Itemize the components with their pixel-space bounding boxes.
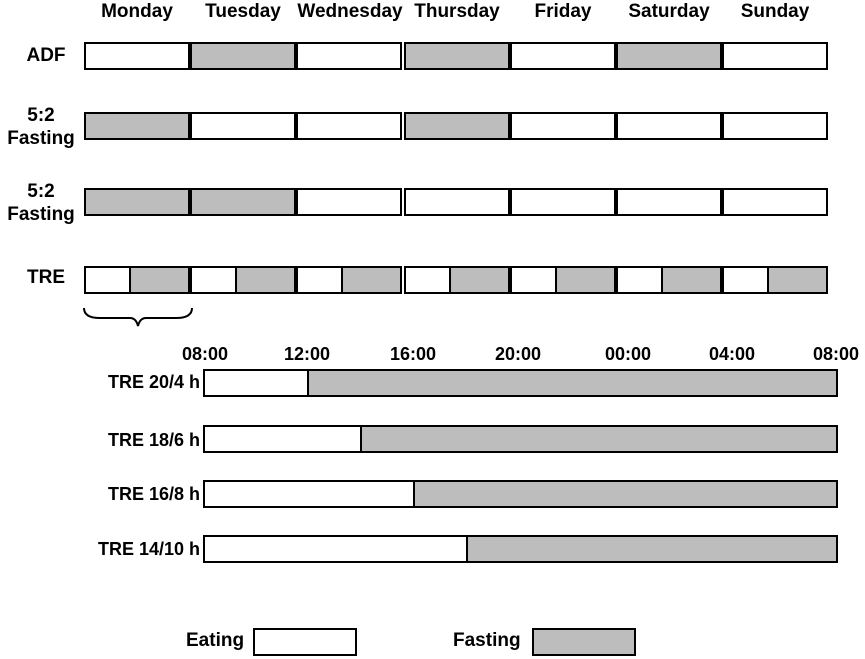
tre-fasting-cell [449,266,510,294]
brace-icon [80,304,196,328]
tre-fasting-cell [235,266,296,294]
legend-eating-swatch [253,628,357,656]
legend-fasting-swatch [532,628,636,656]
tre-fasting-window [307,369,838,397]
tre-label-18-6: TRE 18/6 h [107,430,200,450]
tre-fasting-cell [661,266,722,294]
legend-fasting-label: Fasting [453,630,521,651]
tre-label-16-8: TRE 16/8 h [107,484,200,504]
day-label-sunday: Sunday [740,1,810,22]
row-label-tre: TRE [27,267,65,288]
day-label-thursday: Thursday [414,1,500,22]
eating-day-cell [510,112,616,140]
row-label-5-2-fasting-b: 5:2 Fasting [7,181,75,225]
tre-fasting-window [413,480,838,508]
time-tick-0800-end: 08:00 [812,344,860,364]
eating-day-cell [404,188,510,216]
tre-fasting-cell [767,266,828,294]
tre-fasting-window [466,535,838,563]
day-label-monday: Monday [101,1,173,22]
eating-day-cell [510,42,616,70]
tre-fasting-cell [555,266,616,294]
eating-day-cell [616,188,722,216]
time-tick-1200: 12:00 [283,344,331,364]
tre-eating-cell [190,266,237,294]
tre-eating-window [203,369,309,397]
fasting-day-cell [84,112,190,140]
time-tick-0000: 00:00 [604,344,652,364]
fasting-day-cell [190,42,296,70]
legend-eating-label: Eating [186,630,245,651]
eating-day-cell [722,42,828,70]
eating-day-cell [296,112,402,140]
eating-day-cell [722,188,828,216]
tre-fasting-cell [341,266,402,294]
fasting-day-cell [616,42,722,70]
day-label-saturday: Saturday [628,1,710,22]
day-label-friday: Friday [534,1,592,22]
tre-label-14-10: TRE 14/10 h [97,539,200,559]
eating-day-cell [296,42,402,70]
time-tick-2000: 20:00 [494,344,542,364]
row-label-adf: ADF [26,45,66,66]
tre-fasting-window [360,425,838,453]
eating-day-cell [190,112,296,140]
tre-eating-window [203,425,362,453]
day-label-tuesday: Tuesday [205,1,281,22]
fasting-day-cell [190,188,296,216]
time-tick-1600: 16:00 [389,344,437,364]
fasting-day-cell [404,42,510,70]
tre-eating-cell [84,266,131,294]
eating-day-cell [510,188,616,216]
tre-eating-cell [616,266,663,294]
eating-day-cell [616,112,722,140]
time-tick-0800-start: 08:00 [181,344,229,364]
time-tick-0400: 04:00 [708,344,756,364]
tre-eating-cell [722,266,769,294]
eating-day-cell [84,42,190,70]
tre-eating-cell [510,266,557,294]
tre-eating-cell [404,266,451,294]
tre-fasting-cell [129,266,190,294]
tre-eating-window [203,480,415,508]
day-label-wednesday: Wednesday [297,1,403,22]
tre-eating-cell [296,266,343,294]
row-label-5-2-fasting-a: 5:2 Fasting [7,105,75,149]
tre-label-20-4: TRE 20/4 h [107,372,200,392]
fasting-day-cell [404,112,510,140]
fasting-day-cell [84,188,190,216]
eating-day-cell [296,188,402,216]
eating-day-cell [722,112,828,140]
tre-eating-window [203,535,468,563]
